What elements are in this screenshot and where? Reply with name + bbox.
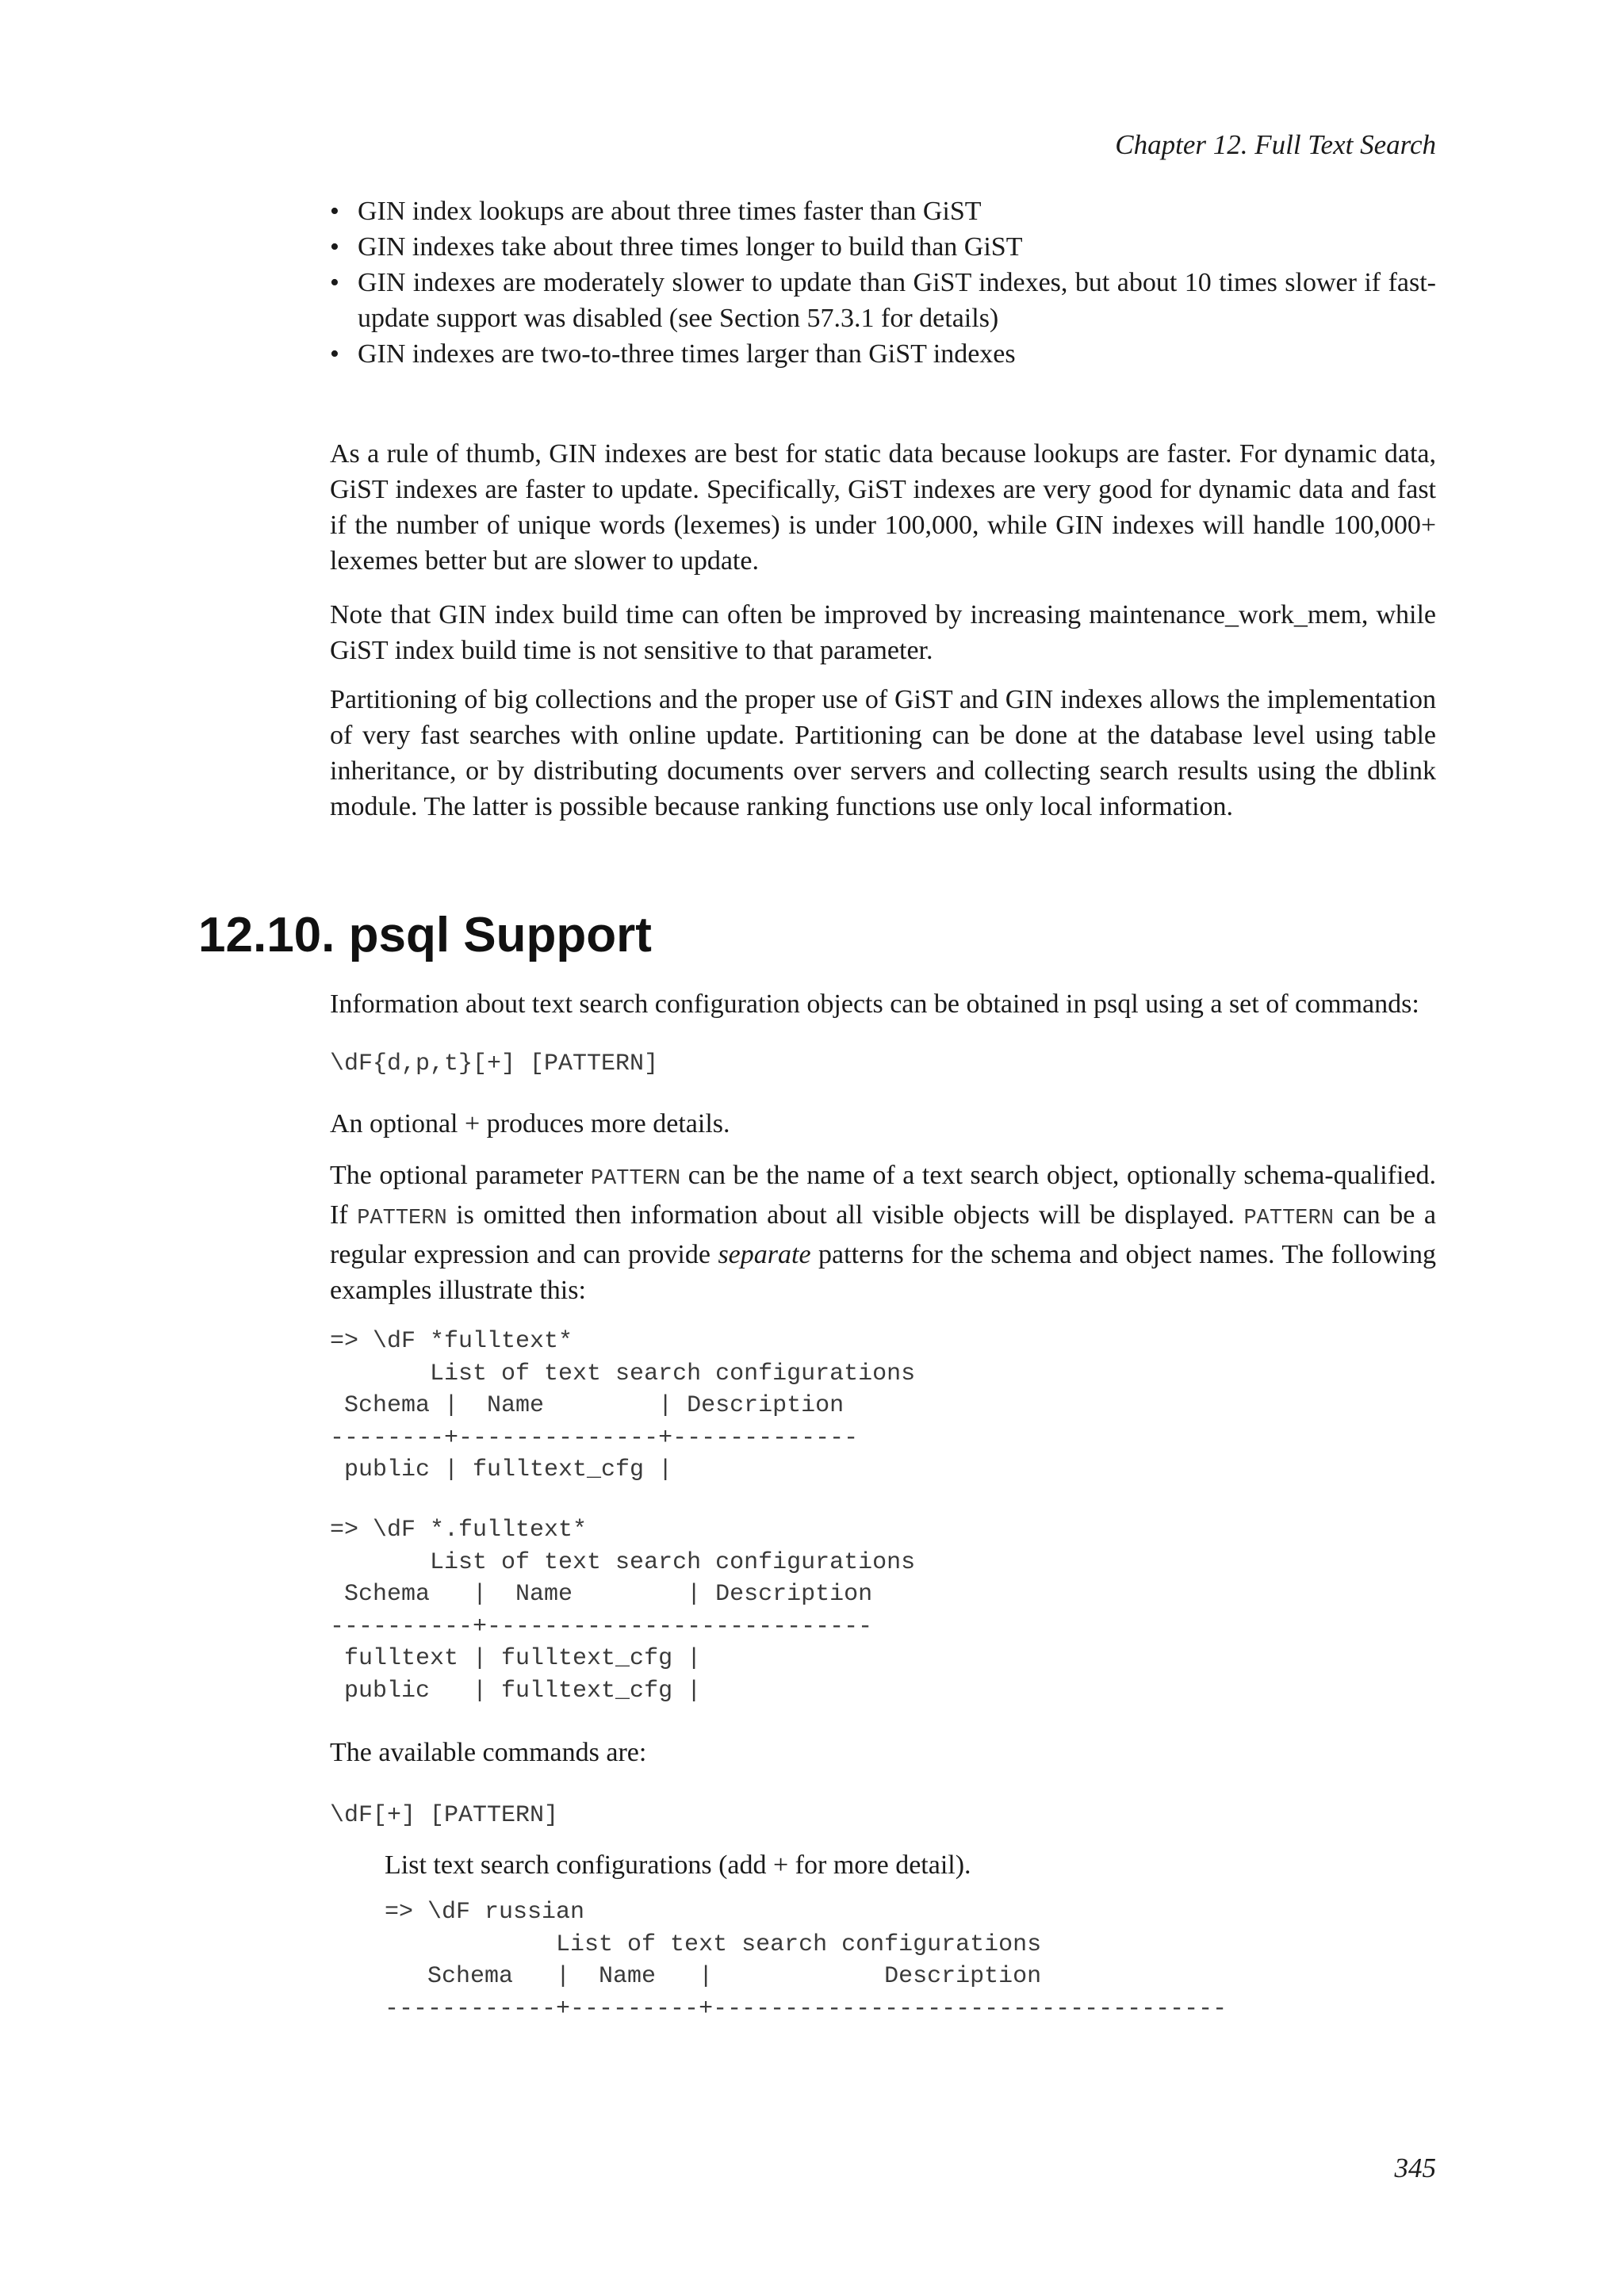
paragraph-build-time: Note that GIN index build time can often be improved by increasing maintenance_work_mem, while GiST index build time is not sensitive to that parameter. (330, 600, 1436, 665)
section-intro: Information about text search configuration objects can be obtained in psql using a set of commands: (330, 989, 1419, 1019)
bullet-text: GIN indexes are two-to-three times larger than GiST indexes (358, 339, 1016, 369)
bullet-text: GIN index lookups are about three times faster than GiST (358, 197, 982, 226)
pattern-text-part: is omitted then information about all visible objects will be displayed. (446, 1200, 1244, 1230)
bullet-item (330, 229, 1436, 265)
paragraph-rule-of-thumb: As a rule of thumb, GIN indexes are best for static data because lookups are faster. For dynamic data, GiST indexes are faster to update. Specifically, GiST indexes are very good for dynamic data and fast if the number of unique words (lexemes) is under 100,000, while GIN indexes will handle 100,000+ lexemes better but are slower to update. (330, 439, 1436, 576)
command-term: \dF[+] [PATTERN] (330, 1802, 559, 1829)
section-heading: 12.10. psql Support (198, 908, 652, 962)
command-description: List text search configurations (add + for more detail). (385, 1850, 971, 1880)
pattern-code: PATTERN (1243, 1207, 1334, 1230)
pattern-code: PATTERN (357, 1207, 447, 1230)
paragraph-available-commands: The available commands are: (330, 1738, 647, 1767)
paragraph-optional-plus: An optional + produces more details. (330, 1109, 730, 1138)
pattern-text-part: can be the name of a text search object, optionally schema-qualified. If (330, 1161, 1436, 1230)
bullet-glyph: • (330, 268, 339, 297)
command-syntax: \dF{d,p,t}[+] [PATTERN] (330, 1050, 659, 1077)
bullet-item (330, 336, 1436, 372)
example-schema-fulltext-output: => \dF *.fulltext* List of text search configurations Schema | Name | Description ----------+--------------------------- fulltext | fulltext_cfg | public | fulltext_cfg | (330, 1517, 916, 1705)
bullet-glyph: • (330, 339, 339, 369)
bullet-item (330, 193, 1436, 229)
pattern-code: PATTERN (590, 1167, 681, 1191)
comparison-bullet-list (330, 193, 1436, 372)
example-fulltext-output: => \dF *fulltext* List of text search configurations Schema | Name | Description --------+--------------+------------- public | fulltext_cfg | (330, 1328, 916, 1483)
bullet-text: GIN indexes take about three times longer to build than GiST (358, 232, 1023, 262)
pattern-text-part: patterns for the schema and object names. The following examples illustrate this: (330, 1240, 1436, 1305)
example-russian-output: => \dF russian List of text search configurations Schema | Name | Description ------------+---------+------------------------------------ (385, 1899, 1228, 2022)
bullet-glyph: • (330, 197, 339, 226)
running-header: Chapter 12. Full Text Search (1115, 129, 1436, 160)
bullet-item (330, 265, 1436, 336)
emphasis-separate: separate (718, 1240, 811, 1269)
bullet-text: GIN indexes are moderately slower to update than GiST indexes, but about 10 times slower if fast-update support was disabled (see Section 57.3.1 for details) (358, 268, 1436, 333)
bullet-glyph: • (330, 232, 339, 262)
pattern-text-part: can be a regular expression and can provide (330, 1200, 1437, 1269)
page-number: 345 (1394, 2152, 1436, 2183)
paragraph-pattern (330, 1158, 1436, 1308)
pattern-text-part: The optional parameter (330, 1161, 591, 1190)
paragraph-partitioning: Partitioning of big collections and the proper use of GiST and GIN indexes allows the implementation of very fast searches with online update. Partitioning can be done at the database level using table inheritance, or by distributing documents over servers and collecting search results using the dblink module. The latter is possible because ranking functions use only local information. (330, 685, 1436, 821)
